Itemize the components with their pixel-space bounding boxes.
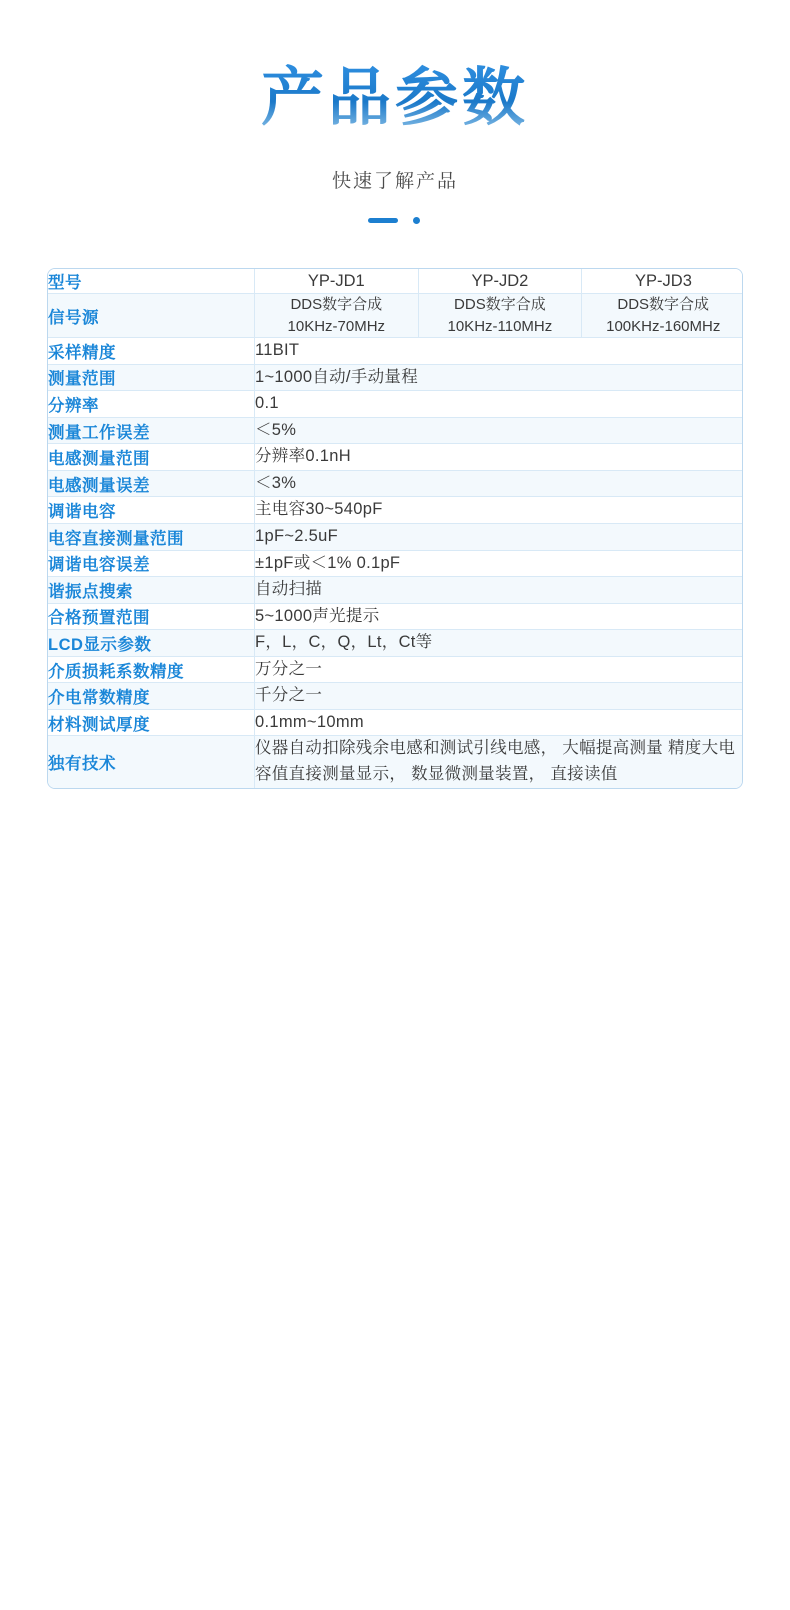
row-value: F，L，C，Q，Lt，Ct等 xyxy=(255,630,744,657)
row-value: ＜5% xyxy=(255,417,744,444)
row-value: 11BIT xyxy=(255,338,744,365)
spec-table-container xyxy=(47,268,743,788)
row-label: 电感测量误差 xyxy=(48,470,255,497)
row-value: 千分之一 xyxy=(255,683,744,710)
table-row xyxy=(48,577,743,604)
row-value: 分辨率0.1nH xyxy=(255,444,744,471)
row-label: 电感测量范围 xyxy=(48,444,255,471)
source-line-2: 10KHz-110MHz xyxy=(447,317,553,335)
source-line-1: DDS数字合成 xyxy=(290,296,383,314)
divider-bar-icon xyxy=(368,218,398,223)
row-value: ±1pF或＜1% 0.1pF xyxy=(255,550,744,577)
row-label: 调谐电容误差 xyxy=(48,550,255,577)
row-label: LCD显示参数 xyxy=(48,630,255,657)
row-value: 自动扫描 xyxy=(255,577,744,604)
table-row xyxy=(48,550,743,577)
model-cell-2: YP-JD2 xyxy=(418,269,582,294)
table-row xyxy=(48,656,743,683)
signal-source-cell-3 xyxy=(582,294,743,338)
table-row xyxy=(48,338,743,365)
signal-source-cell-1 xyxy=(255,294,419,338)
row-label: 调谐电容 xyxy=(48,497,255,524)
table-row xyxy=(48,683,743,710)
row-value: 主电容30~540pF xyxy=(255,497,744,524)
row-label: 材料测试厚度 xyxy=(48,709,255,736)
row-label: 合格预置范围 xyxy=(48,603,255,630)
model-cell-3: YP-JD3 xyxy=(582,269,743,294)
row-value: 0.1mm~10mm xyxy=(255,709,744,736)
row-label: 介电常数精度 xyxy=(48,683,255,710)
table-row-signal-source xyxy=(48,294,743,338)
model-cell-1: YP-JD1 xyxy=(255,269,419,294)
page-subtitle: 快速了解产品 xyxy=(331,171,458,193)
table-row-model xyxy=(48,269,743,294)
source-line-2: 10KHz-70MHz xyxy=(287,317,386,335)
row-label: 测量工作误差 xyxy=(48,417,255,444)
row-label: 独有技术 xyxy=(48,736,255,788)
table-row xyxy=(48,523,743,550)
signal-source-cell-2 xyxy=(418,294,582,338)
row-label: 型号 xyxy=(48,269,255,294)
row-label: 采样精度 xyxy=(48,338,255,365)
table-row xyxy=(48,603,743,630)
source-line-1: DDS数字合成 xyxy=(454,296,546,314)
row-label: 信号源 xyxy=(48,294,255,338)
table-row xyxy=(48,497,743,524)
row-label: 谐振点搜索 xyxy=(48,577,255,604)
page-title: 产品参数 xyxy=(0,62,790,134)
row-value: 1pF~2.5uF xyxy=(255,523,744,550)
row-value: 0.1 xyxy=(255,391,744,418)
table-row xyxy=(48,630,743,657)
row-label: 测量范围 xyxy=(48,364,255,391)
divider-dot-icon xyxy=(413,217,420,224)
row-value: 5~1000声光提示 xyxy=(255,603,744,630)
row-label: 电容直接测量范围 xyxy=(48,523,255,550)
source-line-2: 100KHz-160MHz xyxy=(606,317,721,335)
row-value: 1~1000自动/手动量程 xyxy=(255,364,744,391)
spec-table xyxy=(48,269,743,787)
table-row xyxy=(48,709,743,736)
page-header xyxy=(0,0,790,225)
table-row xyxy=(48,417,743,444)
row-value: 仪器自动扣除残余电感和测试引线电感， 大幅提高测量 精度大电容值直接测量显示， 数显微测量装置， 直接读值 xyxy=(255,736,744,788)
source-line-1: DDS数字合成 xyxy=(617,296,710,314)
table-row xyxy=(48,470,743,497)
decorative-divider xyxy=(368,215,422,225)
table-row xyxy=(48,391,743,418)
row-label: 分辨率 xyxy=(48,391,255,418)
table-row-unique-tech xyxy=(48,736,743,788)
table-row xyxy=(48,444,743,471)
table-row xyxy=(48,364,743,391)
row-value: ＜3% xyxy=(255,470,744,497)
row-label: 介质损耗系数精度 xyxy=(48,656,255,683)
row-value: 万分之一 xyxy=(255,656,744,683)
